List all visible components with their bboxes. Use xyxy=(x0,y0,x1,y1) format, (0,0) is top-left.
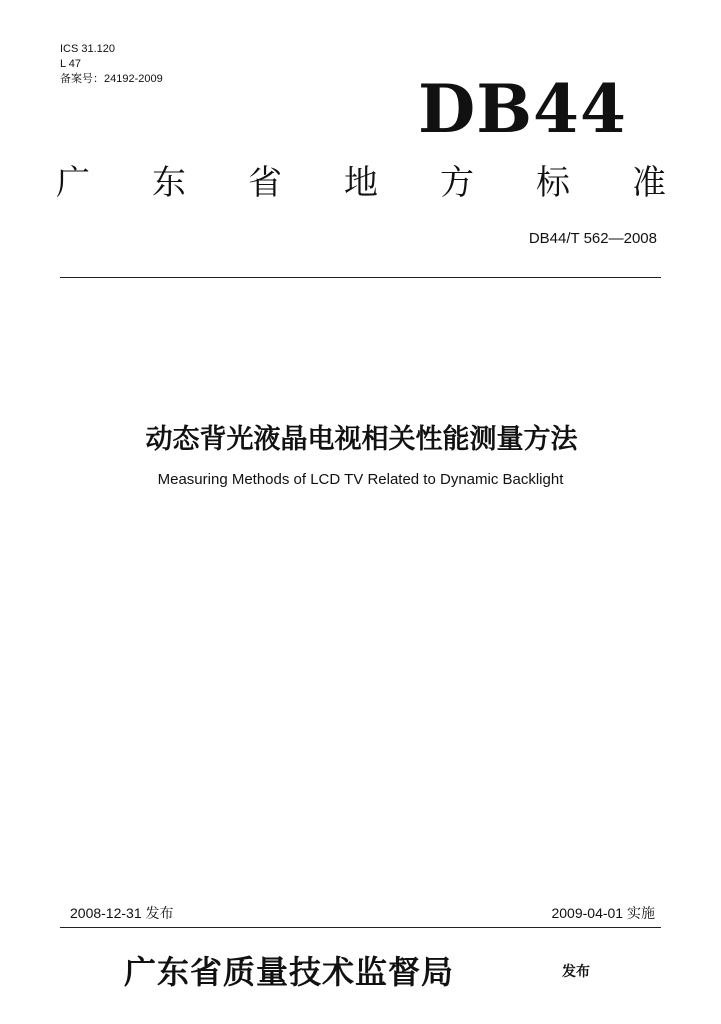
standard-code-logo: DB44 xyxy=(418,70,627,148)
category-char: 东 xyxy=(152,163,186,203)
issuing-authority: 广东省质量技术监督局 xyxy=(124,953,455,991)
issue-label: 发布 xyxy=(562,964,590,980)
effective-date: 2009-04-01 实施 xyxy=(551,905,655,921)
header-meta xyxy=(60,42,163,87)
document-title-chinese: 动态背光液晶电视相关性能测量方法 xyxy=(145,424,578,455)
classification-code: L 47 xyxy=(60,58,82,70)
standard-number: DB44/T 562—2008 xyxy=(528,230,657,247)
top-divider xyxy=(60,277,661,278)
record-number: 备案号：24192-2009 xyxy=(60,73,163,85)
category-char: 省 xyxy=(248,163,282,203)
bottom-divider xyxy=(60,927,661,928)
category-char: 准 xyxy=(632,163,666,203)
document-title-english: Measuring Methods of LCD TV Related to Dynamic Backlight xyxy=(157,471,564,488)
publish-date: 2008-12-31 发布 xyxy=(70,905,174,921)
category-char: 广 xyxy=(56,163,90,203)
category-char: 方 xyxy=(440,163,474,203)
category-char: 标 xyxy=(536,163,570,203)
ics-code: ICS 31.120 xyxy=(60,43,116,55)
standard-category-title xyxy=(56,160,666,206)
category-char: 地 xyxy=(344,163,378,203)
